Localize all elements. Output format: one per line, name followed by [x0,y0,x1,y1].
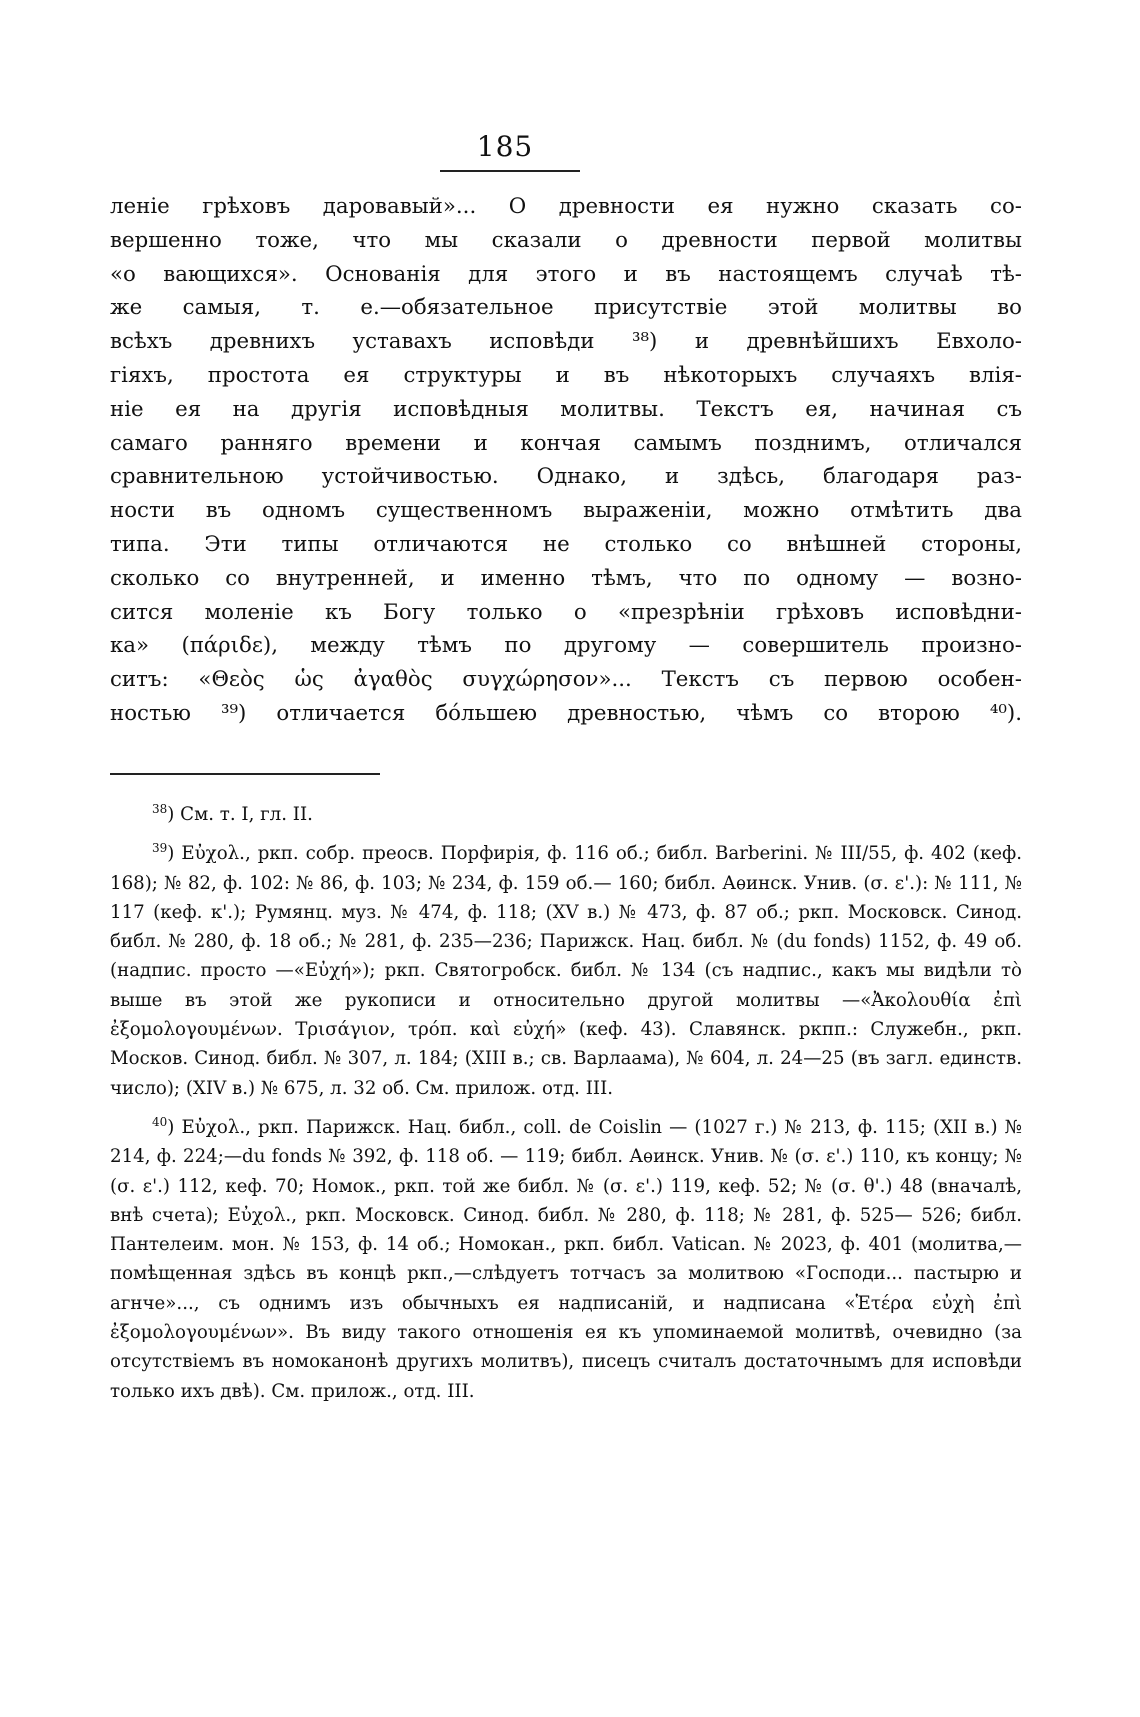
main-text-line: сравнительною устойчивостью. Однако, и здѣсь, благодаря раз- [110,464,1022,490]
main-text-line: «о вающихся». Основанiя для этого и въ настоящемъ случаѣ тѣ- [110,261,1022,287]
main-text-line: ности въ одномъ существенномъ выраженiи, можно отмѣтить два [110,498,1022,524]
footnote-40 [110,1113,1022,1406]
main-text-line: ностью ³⁹) отличается бóльшею древностью, чѣмъ со второю ⁴⁰). [110,700,1022,726]
main-text-line: ка» (πάριδε), между тѣмъ по другому — совершитель произно- [110,633,1022,659]
main-text-line: ленiе грѣховъ даровавый»... О древности ея нужно сказать со- [110,194,1022,219]
main-text-line: сится моленiе къ Богу только о «презрѣнiи грѣховъ исповѣдни- [110,599,1022,625]
footnote-separator [110,773,380,775]
footnotes-block [110,800,1022,1416]
main-text-block [110,190,1022,731]
footnote-text: ) Εὐχολ., ркп. собр. преосв. Порфирiя, ф. 116 об.; библ. Barberini. № III/55, ф. 402 (кеф. 168); № 82, ф. 102: № 86, ф. 103; № 234, ф. 159 об.— 160; библ. Аѳинск. Унив. (σ. ε'.): № 111, № 117 (кеф. κ'.); Румянц. муз. № 474, ф. 118; (XV в.) № 473, ф. 87 об.; ркп. Московск. Синод. библ. № 280, ф. 18 об.; № 281, ф. 235—236; Парижск. Нац. библ. № (du fonds) 1152, ф. 49 об. (надпис. просто —«Εὐχή»); ркп. Святогробск. библ. № 134 (съ надпис., какъ мы видѣли тò выше въ этой же рукописи и относительно другой молитвы —«Ἀκολουθία ἐπὶ ἐξομολογουμένων. Τρισάγιον, τρόπ. καὶ εὐχή» (кеф. 43). Славянск. ркпп.: Служебн., ркп. Москов. Синод. библ. № 307, л. 184; (XIII в.; св. Варлаама), № 604, л. 24—25 (въ загл. единств. число); (XIV в.) № 675, л. 32 об. См. прилож. отд. III. [110,843,1022,1099]
main-text-line: сколько со внутренней, и именно тѣмъ, что по одному — возно- [110,565,1022,591]
page-number-rule [440,170,580,172]
main-text-line: всѣхъ древнихъ уставахъ исповѣди ³⁸) и древнѣйшихъ Евхоло- [110,329,1022,355]
footnote-39 [110,839,1022,1103]
main-text-line: типа. Эти типы отличаются не столько со внѣшней стороны, [110,531,1022,557]
footnote-mark: 38 [152,801,168,816]
main-text-line: нiе ея на другiя исповѣдныя молитвы. Текстъ ея, начиная съ [110,396,1022,422]
footnote-38 [110,800,1022,829]
main-text-line: ситъ: «Θεὸς ὡς ἀγαθὸς συγχώρησον»... Текстъ съ первою особен- [110,667,1022,693]
main-text-line: гiяхъ, простота ея структуры и въ нѣкоторыхъ случаяхъ влiя- [110,362,1022,388]
footnote-text: ) См. т. I, гл. II. [167,804,313,825]
main-text-line: вершенно тоже, что мы сказали о древности первой молитвы [110,227,1022,253]
footnote-mark: 40 [152,1114,168,1129]
footnote-text: ) Εὐχολ., ркп. Парижск. Нац. библ., coll. de Coislin — (1027 г.) № 213, ф. 115; (XII в.) № 214, ф. 224;—du fonds № 392, ф. 118 об. — 119; библ. Аѳинск. Унив. № (σ. ε'.) 110, къ концу; № (σ. ε'.) 112, кеф. 70; Номок., ркп. той же библ. № (σ. ε'.) 119, кеф. 52; № (σ. θ'.) 48 (вначалѣ, внѣ счета); Εὐχολ., ркп. Московск. Синод. библ. № 280, ф. 118; № 281, ф. 525— 526; библ. Пантелеим. мон. № 153, ф. 14 об.; Номокан., ркп. библ. Vatican. № 2023, ф. 401 (молитва,—помѣщенная здѣсь въ концѣ ркп.,—слѣдуетъ тотчасъ за молитвою «Господи... пастырю и агнче»..., съ однимъ изъ обычныхъ ея надписанiй, и надписана «Ἑτέρα εὐχὴ ἐπὶ ἐξομολογουμένων». Въ виду такого отношенiя ея къ упоминаемой молитвѣ, очевидно (за отсутствiемъ въ номоканонѣ другихъ молитвъ), писецъ считалъ достаточнымъ для исповѣди только ихъ двѣ). См. прилож., отд. III. [110,1116,1022,1402]
footnote-mark: 39 [152,841,168,856]
main-text-line: же самыя, т. е.—обязательное присутствiе этой молитвы во [110,295,1022,321]
main-text-line: самаго ранняго времени и кончая самымъ позднимъ, отличался [110,430,1022,456]
page-number: 185 [476,130,534,163]
